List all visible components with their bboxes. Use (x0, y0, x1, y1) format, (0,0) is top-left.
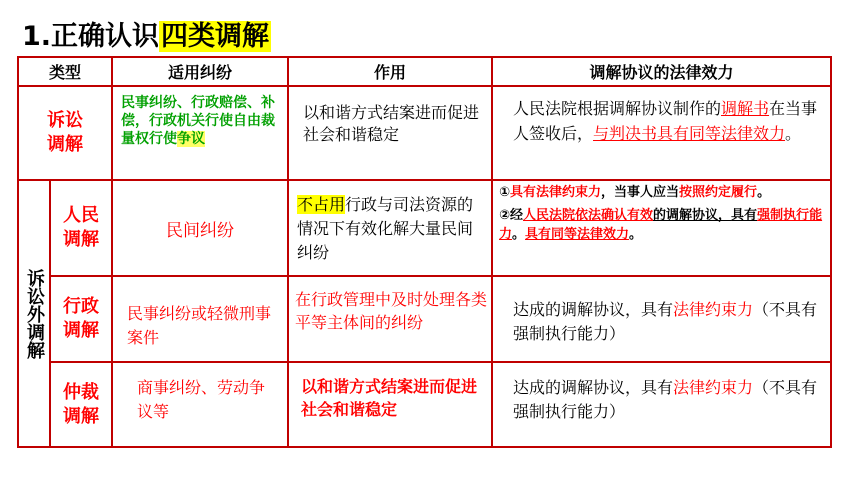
header-effect: 调解协议的法律效力 (589, 63, 734, 82)
row-effect-arbitration: 达成的调解协议，具有法律约束力（不具有强制执行能力） (513, 378, 818, 421)
grid-line (19, 85, 830, 87)
group-label: 诉讼外调解 (24, 268, 45, 359)
grid-line (491, 58, 493, 446)
row-type-administrative: 行政调解 (63, 296, 99, 341)
row-effect-litigation: 人民法院根据调解协议制作的调解书在当事人签收后，与判决书具有同等法律效力。 (513, 99, 818, 143)
highlight-no-occupy: 不占用 (297, 195, 346, 214)
grid-line (287, 58, 289, 446)
mediation-table (17, 56, 832, 448)
header-type: 类型 (48, 63, 81, 82)
row-type-arbitration: 仲裁调解 (63, 381, 99, 427)
title-highlight: 四类调解 (161, 21, 270, 52)
grid-line (49, 275, 830, 277)
row-type-litigation: 诉讼调解 (47, 110, 83, 155)
header-function: 作用 (373, 63, 406, 82)
page-title: 1.正确认识四类调解 (22, 21, 270, 52)
row-function-arbitration: 以和谐方式结案进而促进社会和谐稳定 (301, 377, 478, 419)
row-disputes-administrative: 民事纠纷或轻微刑事案件 (127, 304, 272, 347)
row-effect-administrative: 达成的调解协议，具有法律约束力（不具有强制执行能力） (513, 300, 818, 343)
row-disputes-people: 民间纠纷 (166, 220, 234, 241)
row-type-people: 人民调解 (63, 205, 99, 250)
row-function-administrative: 在行政管理中及时处理各类平等主体间的纠纷 (295, 290, 487, 332)
row-function-litigation: 以和谐方式结案进而促进社会和谐稳定 (303, 103, 480, 144)
row-disputes-arbitration: 商事纠纷、劳动争议等 (137, 378, 266, 421)
row-disputes-litigation: 民事纠纷、行政赔偿、补偿，行政机关行使自由裁量权行使争议 (121, 95, 275, 147)
grid-line (49, 361, 830, 363)
group-label-cell (19, 181, 49, 446)
row-effect-people: ①具有法律约束力，当事人应当按照约定履行。 ②经人民法院依法确认有效的调解协议，具有强制执行能力。具有同等法律效力。 (499, 185, 823, 242)
header-disputes: 适用纠纷 (167, 63, 232, 82)
row-function-people: 不占用行政与司法资源的情况下有效化解大量民间纠纷 (297, 195, 474, 262)
